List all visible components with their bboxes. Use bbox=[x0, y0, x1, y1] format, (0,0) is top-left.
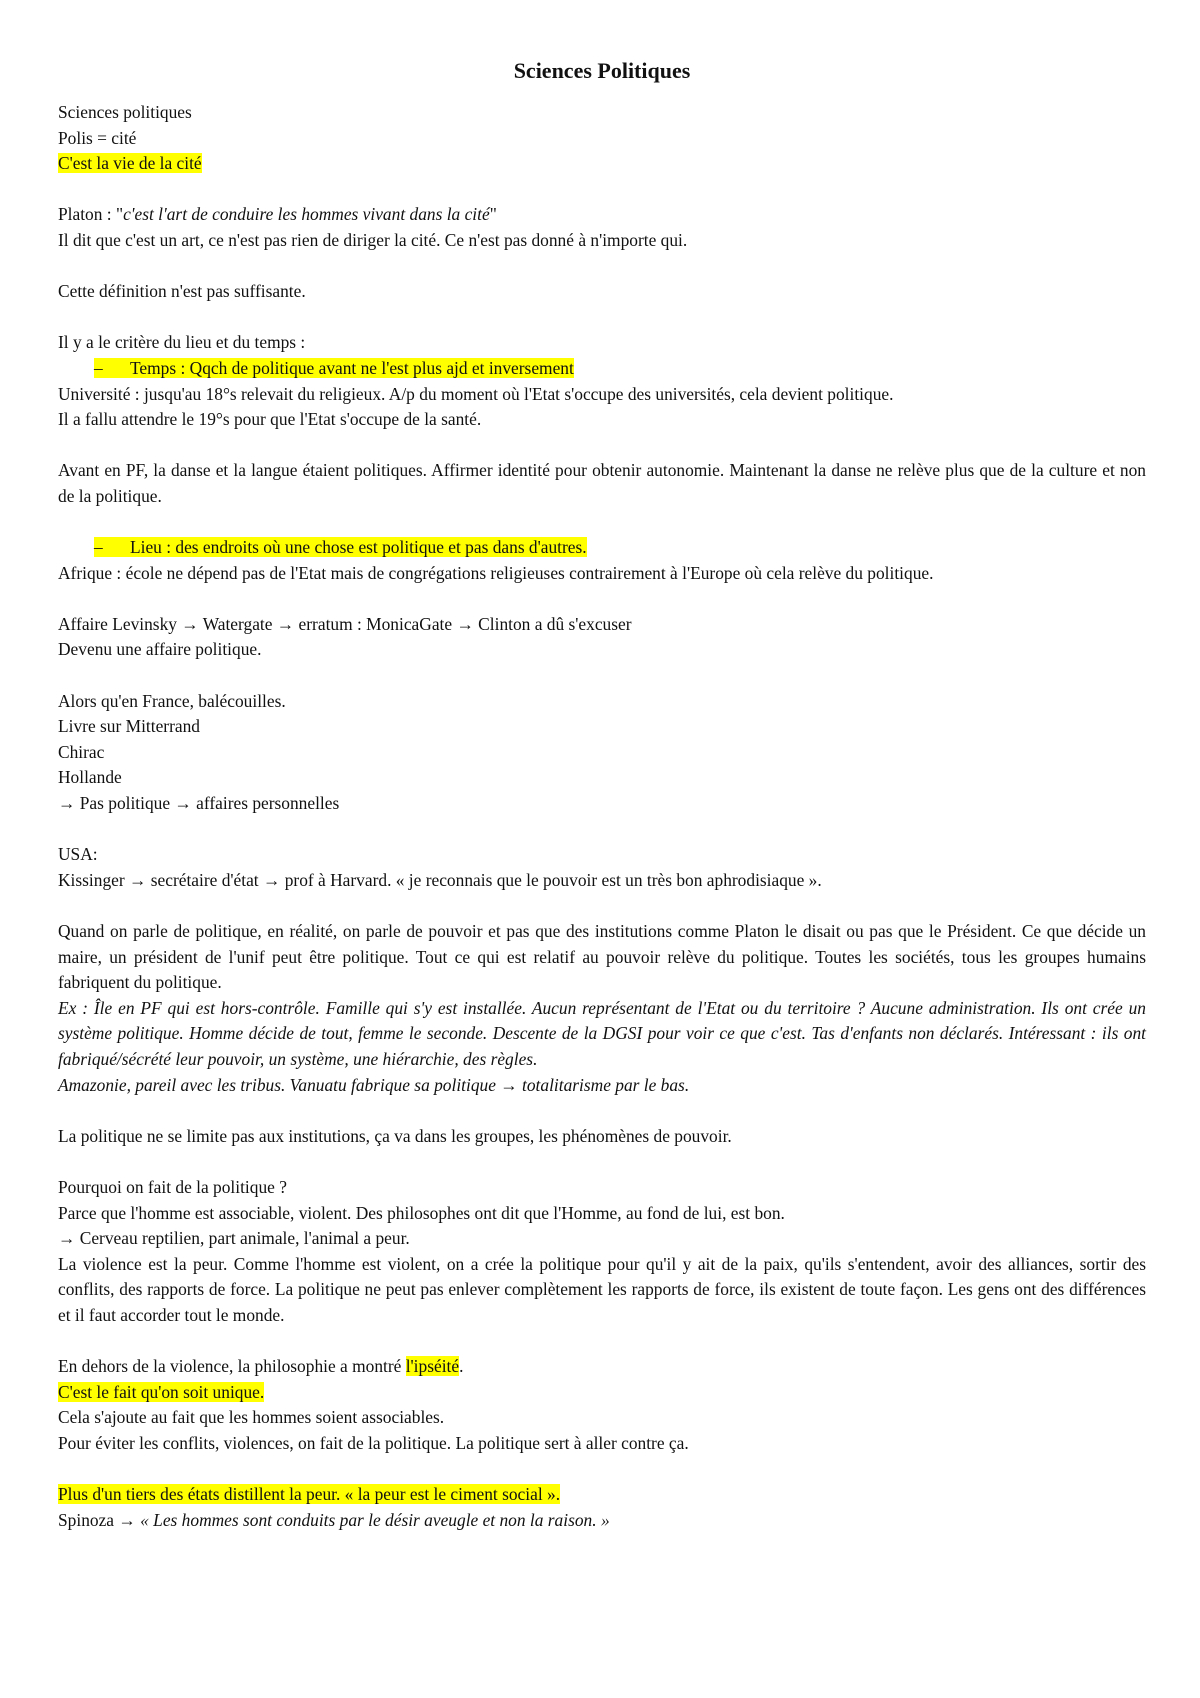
text-line: Parce que l'homme est associable, violent. Des philosophes ont dit que l'Homme, au fond de lui, est bon. bbox=[58, 1202, 785, 1223]
text-line bbox=[58, 1482, 1146, 1508]
text-line: → Cerveau reptilien, part animale, l'animal a peur. bbox=[58, 1228, 410, 1249]
text-line bbox=[58, 151, 1146, 177]
document-page bbox=[58, 54, 1146, 1533]
document-title: Sciences Politiques bbox=[513, 58, 691, 83]
text-line bbox=[58, 1380, 1146, 1406]
text-line: USA: bbox=[58, 844, 98, 865]
example-paragraph: Amazonie, pareil avec les tribus. Vanuatu fabrique sa politique → totalitarisme par le bas. bbox=[58, 1074, 690, 1095]
blank-line bbox=[58, 510, 1146, 536]
example-paragraph: Ex : Île en PF qui est hors-contrôle. Famille qui s'y est installée. Aucun représentant de l'Etat ou du territoire ? Aucune administration. Ils ont crée un système politique. Homme décide de tout, femme le seconde. Descente de la DGSI pour voir ce que c'est. Tas d'enfants non déclarés. Intéressant : ils ont fabriqué/sécrété leur pouvoir, un système, une hiérarchie, des règles. bbox=[58, 997, 1146, 1069]
text-line: Kissinger → secrétaire d'état → prof à Harvard. « je reconnais que le pouvoir est un très bon aphrodisiaque ». bbox=[58, 869, 822, 890]
text-line: La politique ne se limite pas aux institutions, ça va dans les groupes, les phénomènes de pouvoir. bbox=[58, 1125, 732, 1146]
bullet-item-lieu bbox=[58, 535, 1146, 561]
highlighted-text: C'est le fait qu'on soit unique. bbox=[58, 1381, 265, 1402]
blank-line bbox=[58, 254, 1146, 280]
text-line: → Pas politique → affaires personnelles bbox=[58, 793, 340, 814]
text-line: Pour éviter les conflits, violences, on fait de la politique. La politique sert à aller contre ça. bbox=[58, 1432, 689, 1453]
spinoza-line bbox=[58, 1508, 1146, 1534]
paragraph: Avant en PF, la danse et la langue étaient politiques. Affirmer identité pour obtenir autonomie. Maintenant la danse ne relève plus que de la culture et non de la politique. bbox=[58, 460, 1146, 506]
text-line: Cette définition n'est pas suffisante. bbox=[58, 281, 306, 302]
text-span: " bbox=[489, 204, 497, 225]
text-line: Cela s'ajoute au fait que les hommes soient associables. bbox=[58, 1407, 445, 1428]
text-line: Il dit que c'est un art, ce n'est pas rien de diriger la cité. Ce n'est pas donné à n'importe qui. bbox=[58, 229, 688, 250]
highlighted-text bbox=[94, 537, 587, 557]
text-span: En dehors de la violence, la philosophie a montré bbox=[58, 1356, 406, 1377]
paragraph: La violence est la peur. Comme l'homme est violent, on a crée la politique pour qu'il y ait de la paix, qu'ils s'entendent, avoir des alliances, sortir des conflits, des rapports de force. La politique ne peut pas enlever complètement les rapports de force, ils existent de toute façon. Les gens ont des différences et il faut accorder tout le monde. bbox=[58, 1253, 1146, 1325]
text-span: . bbox=[459, 1356, 464, 1377]
text-line: Il y a le critère du lieu et du temps : bbox=[58, 332, 306, 353]
blank-line bbox=[58, 177, 1146, 203]
platon-quote: c'est l'art de conduire les hommes vivant dans la cité bbox=[123, 204, 490, 225]
bullet-item-temps bbox=[58, 356, 1146, 382]
platon-line bbox=[58, 202, 1146, 228]
text-line: Université : jusqu'au 18°s relevait du religieux. A/p du moment où l'Etat s'occupe des universités, cela devient politique. bbox=[58, 383, 894, 404]
text-line: Hollande bbox=[58, 767, 122, 788]
ipseite-line bbox=[58, 1354, 1146, 1380]
text-line: Pourquoi on fait de la politique ? bbox=[58, 1176, 287, 1197]
blank-line bbox=[58, 433, 1146, 459]
blank-line bbox=[58, 663, 1146, 689]
text-span: Platon : " bbox=[58, 204, 124, 225]
highlighted-text: Plus d'un tiers des états distillent la peur. « la peur est le ciment social ». bbox=[58, 1484, 561, 1505]
text-line: Sciences politiques bbox=[58, 102, 192, 122]
highlighted-text: l'ipséité bbox=[405, 1356, 460, 1377]
text-line: Alors qu'en France, balécouilles. bbox=[58, 690, 286, 711]
text-line: Devenu une affaire politique. bbox=[58, 639, 262, 660]
text-line: Il a fallu attendre le 19°s pour que l'Etat s'occupe de la santé. bbox=[58, 409, 482, 430]
text-line: Chirac bbox=[58, 741, 105, 762]
text-line: Affaire Levinsky → Watergate → erratum : MonicaGate → Clinton a dû s'excuser bbox=[58, 613, 632, 634]
bullet-text: Lieu : des endroits où une chose est politique et pas dans d'autres. bbox=[130, 537, 587, 558]
highlighted-text bbox=[94, 358, 574, 378]
paragraph: Quand on parle de politique, en réalité, on parle de pouvoir et pas que des institutions comme Platon le disait ou pas que le Président. Ce que décide un maire, un président de l'unif peut être politique. Tout ce qui est relatif au pouvoir relève du politique. Toutes les sociétés, tous les groupes humains fabriquent du politique. bbox=[58, 921, 1146, 993]
bullet-text: Temps : Qqch de politique avant ne l'est plus ajd et inversement bbox=[130, 357, 574, 378]
bullet-dash: – bbox=[94, 537, 103, 558]
text-line: Livre sur Mitterrand bbox=[58, 716, 200, 737]
blank-line bbox=[58, 586, 1146, 612]
blank-line bbox=[58, 1149, 1146, 1175]
paragraph: Afrique : école ne dépend pas de l'Etat mais de congrégations religieuses contrairement à l'Europe où cela relève du politique. bbox=[58, 562, 934, 583]
blank-line bbox=[58, 305, 1146, 331]
text-span: Spinoza → bbox=[58, 1509, 141, 1530]
blank-line bbox=[58, 817, 1146, 843]
blank-line bbox=[58, 1456, 1146, 1482]
highlighted-text: C'est la vie de la cité bbox=[58, 153, 202, 174]
blank-line bbox=[58, 893, 1146, 919]
text-line: Polis = cité bbox=[58, 127, 137, 148]
blank-line bbox=[58, 1098, 1146, 1124]
blank-line bbox=[58, 1329, 1146, 1355]
spinoza-quote: « Les hommes sont conduits par le désir aveugle et non la raison. » bbox=[140, 1509, 610, 1530]
bullet-dash: – bbox=[94, 357, 103, 378]
